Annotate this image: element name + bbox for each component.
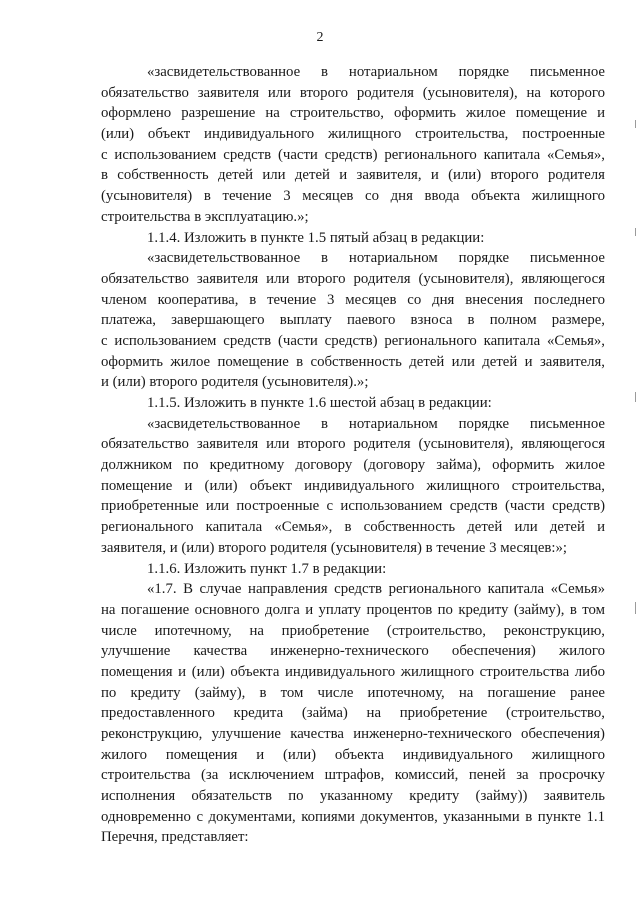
text-line: Перечня, представляет: (101, 829, 249, 846)
document-body (101, 62, 605, 848)
scan-edge-mark (635, 120, 636, 128)
text-line: «засвидетельствованное в нотариальном порядке письменное (147, 64, 605, 80)
text-line: обязательство заявителя или второго родителя (усыновителя), являющегося (101, 436, 605, 453)
text-line: строительства в эксплуатацию.»; (101, 208, 309, 225)
text-line: исполнения обязательств по указанному кредиту (займу)) заявитель (101, 788, 605, 805)
text-line: обязательство заявителя или второго родителя (усыновителя), являющегося (101, 270, 605, 287)
text-line: по кредиту (займу), в том числе ипотечному, на погашение ранее (101, 684, 605, 701)
text-line: 1.1.6. Изложить пункт 1.7 в редакции: (147, 560, 387, 577)
text-line: оформить жилое помещение в собственность детей или детей и заявителя, (101, 353, 605, 370)
text-line: «засвидетельствованное в нотариальном порядке письменное (147, 415, 605, 432)
text-line: платежа, завершающего выплату паевого взноса в полном размере, (101, 312, 605, 329)
text-line: помещение и (или) объект индивидуального жилищного строительства, (101, 477, 605, 494)
text-line: с использованием средств (части средств) регионального капитала «Семья», (101, 332, 605, 349)
text-line: 1.1.4. Изложить в пункте 1.5 пятый абзац в редакции: (147, 229, 485, 246)
text-line: числе ипотечному, на приобретение (строительство, реконструкцию, (101, 622, 605, 639)
text-line: заявителя, и (или) второго родителя (усыновителя) в течение 3 месяцев:»; (101, 539, 568, 556)
text-line: регионального капитала «Семья», в собственность детей или детей и (101, 519, 605, 536)
text-line: реконструкцию, улучшение качества инженерно-технического обеспечения) (101, 726, 605, 742)
page-number: 2 (316, 30, 324, 45)
text-line: строительства (за исключением штрафов, комиссий, пеней за просрочку (101, 767, 605, 784)
text-line: и (или) второго родителя (усыновителя).»; (101, 374, 369, 391)
text-line: обязательство заявителя или второго родителя (усыновителя), на которого (101, 84, 605, 101)
text-line: (или) объект индивидуального жилищного строительства, построенные (101, 126, 605, 143)
text-line: оформлено разрешение на строительство, оформить жилое помещение и (101, 105, 605, 122)
text-line: одновременно с документами, копиями документов, указанными в пункте 1.1 (101, 808, 605, 825)
text-line: на погашение основного долга и уплату процентов по кредиту (займу), в том (101, 601, 605, 618)
text-line: с использованием средств (части средств) регионального капитала «Семья», (101, 146, 605, 163)
text-line: предоставленного кредита (займа) на приобретение (строительство, (101, 705, 605, 722)
scan-edge-mark (635, 392, 636, 402)
text-line: должником по кредитному договору (договору займа), оформить жилое (101, 457, 605, 474)
text-line: 1.1.5. Изложить в пункте 1.6 шестой абзац в редакции: (147, 395, 492, 411)
text-line: в собственность детей или детей и заявителя, и (или) второго родителя (101, 167, 605, 184)
scan-edge-mark (635, 602, 636, 614)
text-line: членом кооператива, в течение 3 месяцев со дня внесения последнего (101, 291, 605, 308)
text-line: приобретенные или построенные с использованием средств (части средств) (101, 498, 605, 515)
scan-edge-mark (635, 228, 636, 236)
text-line: (усыновителя) в течение 3 месяцев со дня ввода объекта жилищного (101, 188, 605, 205)
text-line: улучшение качества инженерно-технического обеспечения) жилого (101, 643, 605, 660)
text-line: «1.7. В случае направления средств регионального капитала «Семья» (147, 581, 605, 598)
text-line: «засвидетельствованное в нотариальном порядке письменное (147, 250, 605, 267)
text-line: жилого помещения и (или) объекта индивидуального жилищного (101, 746, 605, 763)
text-line: помещения и (или) объекта индивидуального жилищного строительства либо (101, 663, 605, 680)
